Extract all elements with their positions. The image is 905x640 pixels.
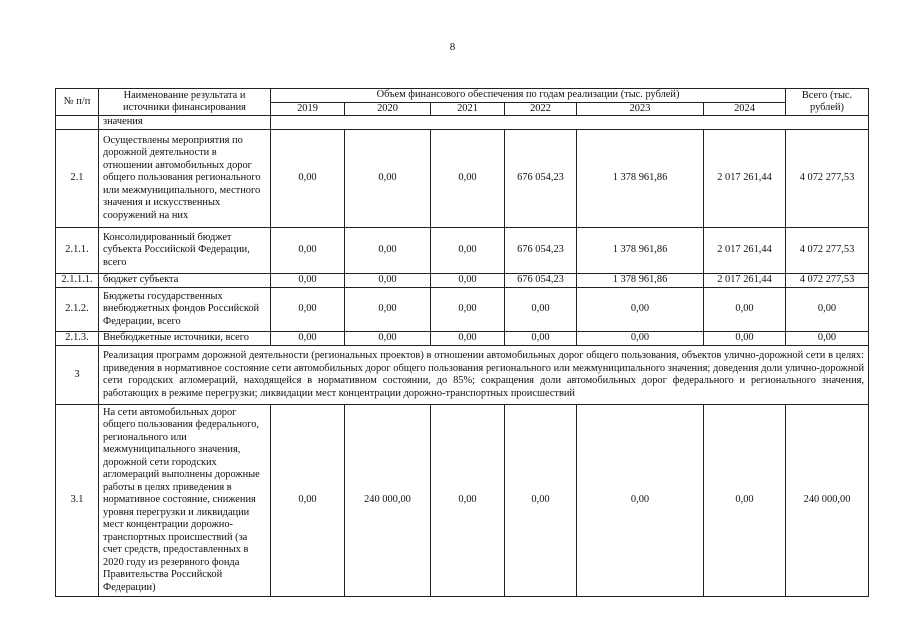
- header-year: 2020: [345, 102, 431, 116]
- row-id: 2.1.1.1.: [56, 274, 99, 288]
- cell-value: 0,00: [431, 228, 505, 274]
- cell-value: 0,00: [431, 332, 505, 346]
- page-number: 8: [449, 41, 456, 53]
- cell-value: 0,00: [505, 332, 577, 346]
- row-name: Осуществлены мероприятия по дорожной деятельности в отношении автомобильных дорог общего пользования регионального или межмуниципального, местного значения и искусственных сооружений на них: [99, 130, 271, 228]
- cell-value: 0,00: [431, 405, 505, 597]
- cell-value: 0,00: [271, 130, 345, 228]
- row-name: Внебюджетные источники, всего: [99, 332, 271, 346]
- cell-value: 0,00: [704, 288, 786, 332]
- cell-value: 4 072 277,53: [786, 130, 869, 228]
- table-row: [56, 274, 869, 288]
- row-name: Консолидированный бюджет субъекта Российской Федерации, всего: [99, 228, 271, 274]
- cell-value: 676 054,23: [505, 228, 577, 274]
- cell-value: 0,00: [786, 288, 869, 332]
- cell-value: 0,00: [431, 130, 505, 228]
- header-year: 2023: [577, 102, 704, 116]
- cell-value: 0,00: [577, 288, 704, 332]
- table-row: [56, 130, 869, 228]
- cell-value: 0,00: [431, 288, 505, 332]
- cell-value: 4 072 277,53: [786, 228, 869, 274]
- table-row: [56, 332, 869, 346]
- cell-value: 0,00: [271, 228, 345, 274]
- empty-cell: [271, 116, 869, 130]
- header-name: Наименование результата и источники финансирования: [99, 89, 271, 116]
- section-id: 3: [56, 346, 99, 405]
- row-id: 2.1.1.: [56, 228, 99, 274]
- row-id: 2.1: [56, 130, 99, 228]
- cell-value: 2 017 261,44: [704, 130, 786, 228]
- cell-value: 676 054,23: [505, 274, 577, 288]
- row-name: Бюджеты государственных внебюджетных фондов Российской Федерации, всего: [99, 288, 271, 332]
- cell-value: 676 054,23: [505, 130, 577, 228]
- cell-value: 0,00: [345, 228, 431, 274]
- row-id: 2.1.2.: [56, 288, 99, 332]
- cell-value: 240 000,00: [786, 405, 869, 597]
- row-id: 3.1: [56, 405, 99, 597]
- cell-value: 0,00: [505, 288, 577, 332]
- cell-value: 1 378 961,86: [577, 130, 704, 228]
- cell-value: 4 072 277,53: [786, 274, 869, 288]
- row-name: бюджет субъекта: [99, 274, 271, 288]
- cell-value: 0,00: [704, 332, 786, 346]
- cell-value: 0,00: [505, 405, 577, 597]
- empty-cell: [56, 116, 99, 130]
- cell-value: 0,00: [271, 288, 345, 332]
- header-year: 2022: [505, 102, 577, 116]
- table-row: [56, 405, 869, 597]
- cell-value: 0,00: [577, 405, 704, 597]
- header-funding: Объем финансового обеспечения по годам реализации (тыс. рублей): [271, 89, 786, 103]
- cell-value: 0,00: [271, 332, 345, 346]
- cell-value: 1 378 961,86: [577, 274, 704, 288]
- funding-table: [55, 88, 869, 597]
- cell-value: 240 000,00: [345, 405, 431, 597]
- cell-value: 0,00: [271, 405, 345, 597]
- section-text: Реализация программ дорожной деятельности (региональных проектов) в отношении автомобильных дорог общего пользования, объектов улично-дорожной сети в целях: приведения в нормативное состояние сети автомобильных дорог общего пользования регионального или межмуниципального значения; доведения доли улично-дорожной сети городских агломераций, находящейся в нормативном состоянии, до 85%; сокращения доли автомобильных дорог федерального и регионального значения, работающих в режиме перегрузки; ликвидации мест концентрации дорожно-транспортных происшествий: [99, 346, 869, 405]
- header-num: № п/п: [56, 89, 99, 116]
- header-total: Всего (тыс. рублей): [786, 89, 869, 116]
- header-year: 2021: [431, 102, 505, 116]
- cell-value: 0,00: [577, 332, 704, 346]
- continuation-text: значения: [99, 116, 271, 130]
- table-row: [56, 228, 869, 274]
- row-name: На сети автомобильных дорог общего пользования федерального, регионального или межмуниципального значения, дорожной сети городских агломераций выполнены дорожные работы в целях приведения в нормативное состояние, снижения уровня перегрузки и ликвидации мест концентрации дорожно-транспортных происшествий (за счет средств, предоставленных в 2020 году из резервного фонда Правительства Российской Федерации): [99, 405, 271, 597]
- header-year: 2019: [271, 102, 345, 116]
- section-row: [56, 346, 869, 405]
- cell-value: 0,00: [786, 332, 869, 346]
- header-year: 2024: [704, 102, 786, 116]
- cell-value: 0,00: [271, 274, 345, 288]
- cell-value: 2 017 261,44: [704, 274, 786, 288]
- row-id: 2.1.3.: [56, 332, 99, 346]
- cell-value: 0,00: [345, 332, 431, 346]
- cell-value: 0,00: [345, 274, 431, 288]
- cell-value: 1 378 961,86: [577, 228, 704, 274]
- table-row: [56, 288, 869, 332]
- cell-value: 0,00: [704, 405, 786, 597]
- cell-value: 0,00: [345, 288, 431, 332]
- cell-value: 0,00: [345, 130, 431, 228]
- cell-value: 2 017 261,44: [704, 228, 786, 274]
- cell-value: 0,00: [431, 274, 505, 288]
